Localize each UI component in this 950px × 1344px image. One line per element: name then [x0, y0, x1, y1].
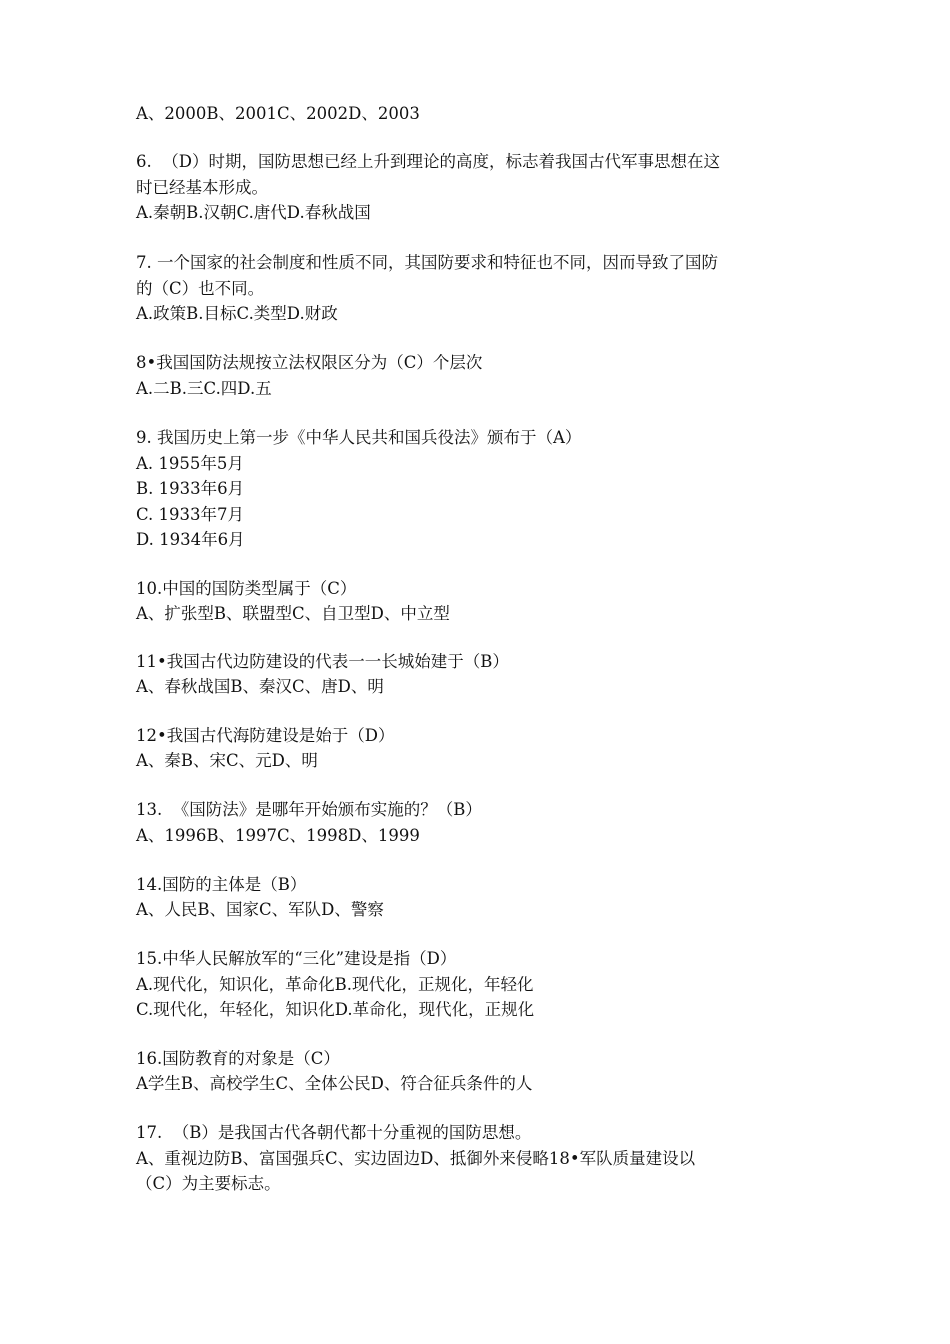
- q10-options: A、扩张型B、联盟型C、自卫型D、中立型: [136, 604, 450, 623]
- q8-question: 8•我国国防法规按立法权限区分为（C）个层次: [136, 353, 483, 372]
- q14-question: 14.国防的主体是（B）: [136, 875, 307, 894]
- q7-question-line2: 的（C）也不同。: [136, 279, 265, 298]
- q12-options: A、秦B、宋C、元D、明: [136, 751, 318, 770]
- q14-options: A、人民B、国家C、军队D、警察: [136, 900, 384, 919]
- q17-question: 17. （B）是我国古代各朝代都十分重视的国防思想。: [136, 1123, 532, 1142]
- q9-option-d: D. 1934年6月: [136, 530, 245, 549]
- q15-options-line2: C.现代化，年轻化，知识化D.革命化，现代化，正规化: [136, 1000, 535, 1019]
- q9-option-b: B. 1933年6月: [136, 479, 245, 498]
- q15-options-line1: A.现代化，知识化，革命化B.现代化，正规化，年轻化: [136, 975, 534, 994]
- q12-question: 12•我国古代海防建设是始于（D）: [136, 726, 395, 745]
- q10-question: 10.中国的国防类型属于（C）: [136, 579, 357, 598]
- q7-options: A.政策B.目标C.类型D.财政: [136, 304, 338, 323]
- q7-question-line1: 7. 一个国家的社会制度和性质不同，其国防要求和特征也不同，因而导致了国防: [136, 253, 718, 272]
- q5-options: A、2000B、2001C、2002D、2003: [136, 104, 420, 123]
- q13-question: 13. 《国防法》是哪年开始颁布实施的？（B）: [136, 800, 482, 819]
- q6-question-line1: 6. （D）时期，国防思想已经上升到理论的高度，标志着我国古代军事思想在这: [136, 152, 720, 171]
- q11-question: 11•我国古代边防建设的代表一一长城始建于（B）: [136, 652, 509, 671]
- q8-options: A.二B.三C.四D.五: [136, 379, 272, 398]
- q9-question: 9. 我国历史上第一步《中华人民共和国兵役法》颁布于（A）: [136, 428, 582, 447]
- q16-question: 16.国防教育的对象是（C）: [136, 1049, 340, 1068]
- q16-options: A学生B、高校学生C、全体公民D、符合征兵条件的人: [136, 1074, 533, 1093]
- q9-option-a: A. 1955年5月: [136, 454, 244, 473]
- q17-options-and-q18: A、重视边防B、富国强兵C、实边固边D、抵御外来侵略18•军队质量建设以: [136, 1149, 696, 1168]
- q9-option-c: C. 1933年7月: [136, 505, 245, 524]
- q11-options: A、春秋战国B、秦汉C、唐D、明: [136, 677, 384, 696]
- q13-options: A、1996B、1997C、1998D、1999: [136, 826, 420, 845]
- q6-question-line2: 时已经基本形成。: [136, 178, 268, 197]
- q15-question: 15.中华人民解放军的“三化”建设是指（D）: [136, 949, 457, 968]
- q18-question-continued: （C）为主要标志。: [136, 1174, 281, 1193]
- q6-options: A.秦朝B.汉朝C.唐代D.春秋战国: [136, 203, 371, 222]
